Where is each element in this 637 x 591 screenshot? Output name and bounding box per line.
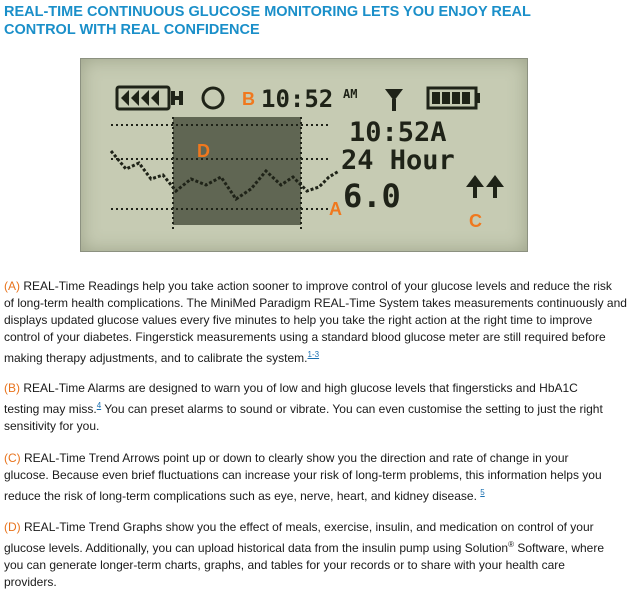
section-a: (A) REAL-Time Readings help you take action sooner to improve control of your glucose levels and reduce the risk of long-term health complications. The MiniMed Paradigm REAL-Time System takes measurements continuously and displays updated glucose values every five minutes to help you take the right action at the right time to improve control of your diabetes. Fingerstick measurements using a standard blood glucose meter are still required before making therapy adjustments, and to calibrate the system.$^{1-3}$ [4, 279, 627, 365]
trend-arrows-icon [466, 175, 504, 198]
large-time: 10:52A [349, 117, 447, 148]
marker-a: A [329, 199, 342, 219]
clock-time: 10:52 [261, 85, 334, 113]
section-a-label: (A) [4, 279, 20, 293]
antenna-icon [385, 89, 403, 111]
page-title [4, 3, 624, 39]
marker-b: B [242, 89, 255, 109]
section-b: (B) REAL-Time Alarms are designed to warn you of low and high glucose levels that fingersticks and HbA1C testing may miss.$^4$ You can preset alarms to sound or vibrate. You can even customise the setting to just the right sensitivity for you. [4, 381, 603, 433]
title-line-1: REAL-TIME CONTINUOUS GLUCOSE MONITORING LETS YOU ENJOY REAL [4, 4, 531, 20]
section-d-label: (D) [4, 520, 21, 534]
pump-display-image [80, 58, 528, 252]
section-d: (D) REAL-Time Trend Graphs show you the effect of meals, exercise, insulin, and medication on control of your glucose levels. Additionally, you can upload historical data from the insulin pump using Solution® Software, where you can generate longer-term charts, graphs, and tables for your records or to share with your health care providers. [4, 520, 605, 589]
marker-c: C [469, 211, 482, 231]
section-b-label: (B) [4, 381, 20, 395]
section-c: (C) REAL-Time Trend Arrows point up or down to clearly show you the direction and rate of change in your glucose. Because even brief fluctuations can increase your risk of long-term problems, this information helps you reduce the risk of long-term complications such as eye, nerve, heart, and kidney disease. $^5$ [4, 451, 602, 503]
glucose-reading: 6.0 [343, 177, 401, 215]
reference-link[interactable]: 5 [480, 488, 485, 497]
reference-link[interactable]: 1-3 [307, 350, 320, 359]
battery-icon [117, 87, 183, 109]
am-pm-indicator: AM [343, 87, 358, 101]
battery-level-icon [428, 88, 480, 108]
marker-d: D [197, 141, 210, 161]
reference-link[interactable]: 4 [96, 401, 102, 410]
title-line-2: CONTROL WITH REAL CONFIDENCE [4, 22, 260, 38]
section-c-label: (C) [4, 451, 21, 465]
graph-range: 24 Hour [341, 145, 455, 176]
clock-icon [203, 88, 223, 108]
registered-mark: ® [508, 540, 514, 549]
